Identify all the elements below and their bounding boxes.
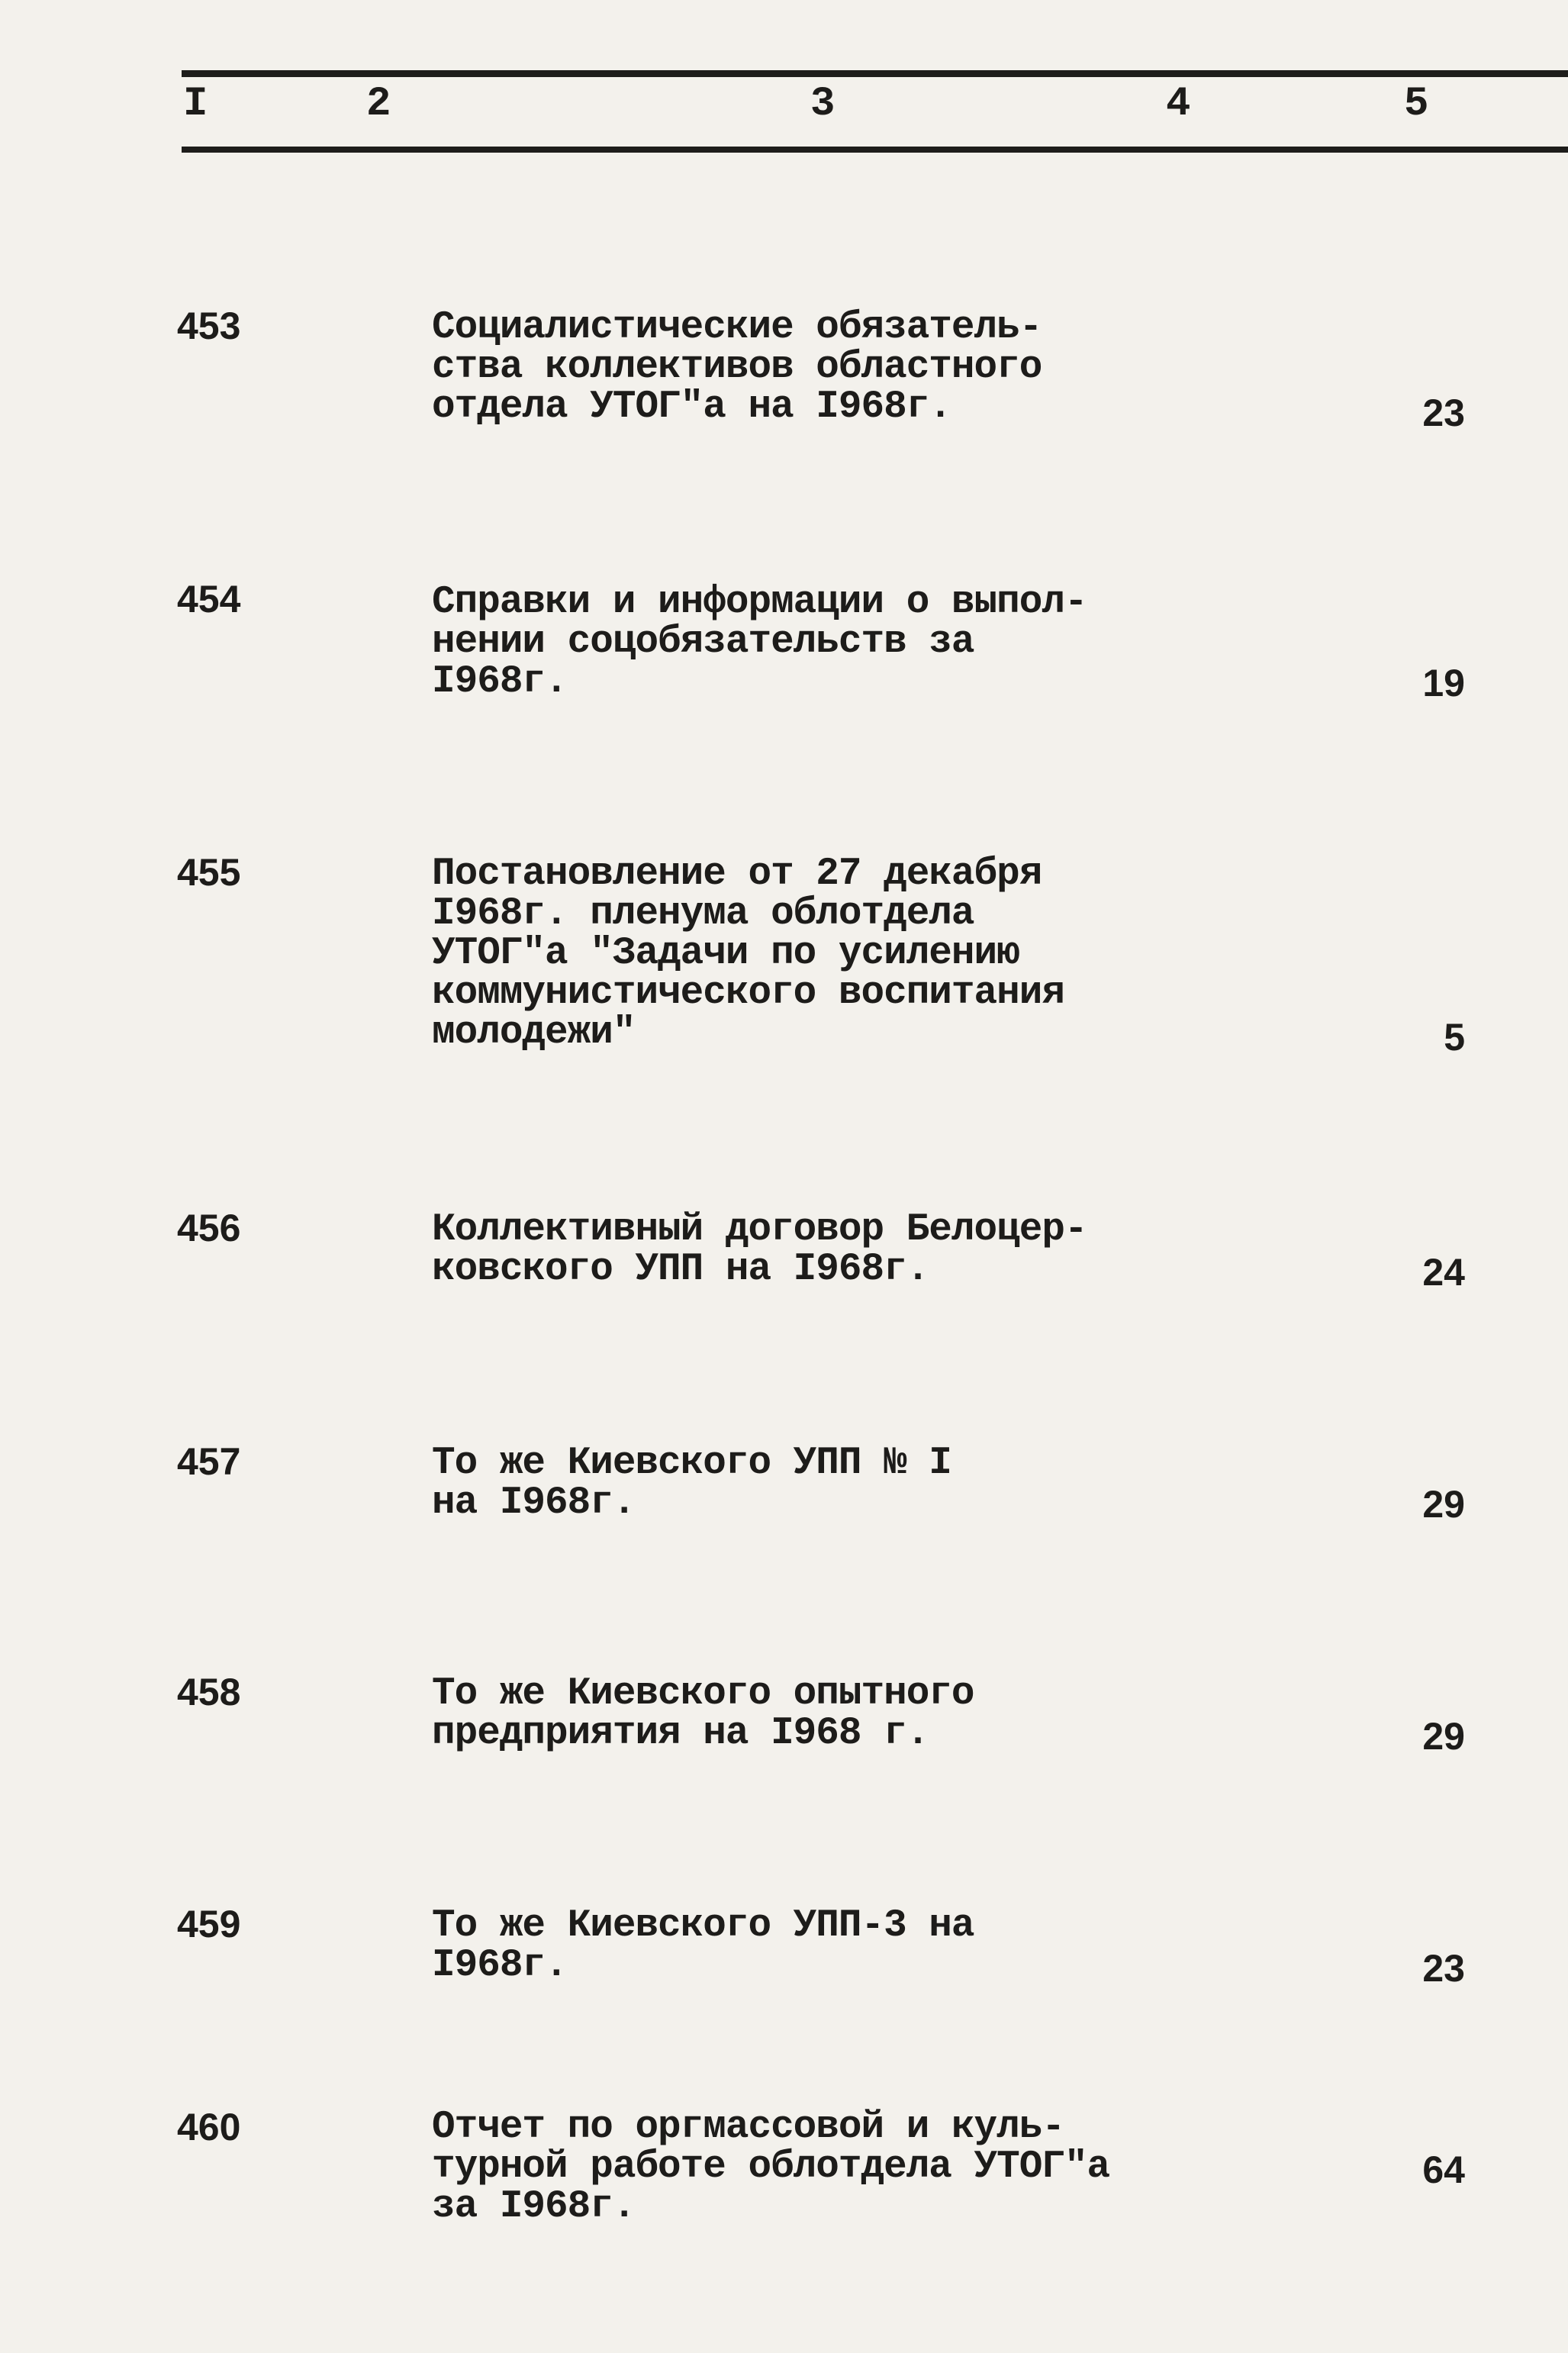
entry-sheet-count: 24 — [1422, 1251, 1465, 1294]
entry-number: 453 — [177, 305, 241, 347]
header-bottom-rule — [182, 147, 1568, 153]
column-header-3: 3 — [810, 81, 836, 127]
entry-title: Справки и информации о выпол- нении соцобязательств за I968г. — [432, 581, 1087, 704]
entry-number: 460 — [177, 2106, 241, 2148]
entry-title: То же Киевского УПП № I на I968г. — [432, 1442, 951, 1525]
entry-title: Коллективный договор Белоцер- ковского УПП на I968г. — [432, 1208, 1087, 1291]
column-header-2: 2 — [366, 81, 391, 127]
entry-sheet-count: 5 — [1444, 1016, 1465, 1059]
entry-number: 454 — [177, 578, 241, 620]
entry-number: 456 — [177, 1207, 241, 1249]
entry-number: 458 — [177, 1671, 241, 1713]
entry-title: Социалистические обязатель- ства коллективов областного отдела УТОГ"а на I968г. — [432, 306, 1042, 429]
entry-number: 455 — [177, 851, 241, 894]
entry-number: 457 — [177, 1440, 241, 1483]
column-header-4: 4 — [1166, 81, 1191, 127]
entry-sheet-count: 29 — [1422, 1715, 1465, 1758]
entry-sheet-count: 23 — [1422, 1947, 1465, 1990]
entry-title: То же Киевского опытного предприятия на I968 г. — [432, 1672, 974, 1755]
entry-sheet-count: 19 — [1422, 662, 1465, 704]
entry-title: Постановление от 27 декабря I968г. пленума облотдела УТОГ"а "Задачи по усилению коммунистического воспитания молодежи" — [432, 853, 1064, 1055]
entry-sheet-count: 29 — [1422, 1483, 1465, 1526]
entry-title: То же Киевского УПП-3 на I968г. — [432, 1904, 974, 1987]
column-header-1: I — [183, 81, 208, 127]
entry-number: 459 — [177, 1903, 241, 1945]
entry-title: Отчет по оргмассовой и куль- турной работе облотдела УТОГ"а за I968г. — [432, 2106, 1110, 2229]
entry-sheet-count: 23 — [1422, 392, 1465, 434]
entry-sheet-count: 64 — [1422, 2148, 1465, 2191]
column-header-5: 5 — [1404, 81, 1429, 127]
header-top-rule — [182, 70, 1568, 77]
